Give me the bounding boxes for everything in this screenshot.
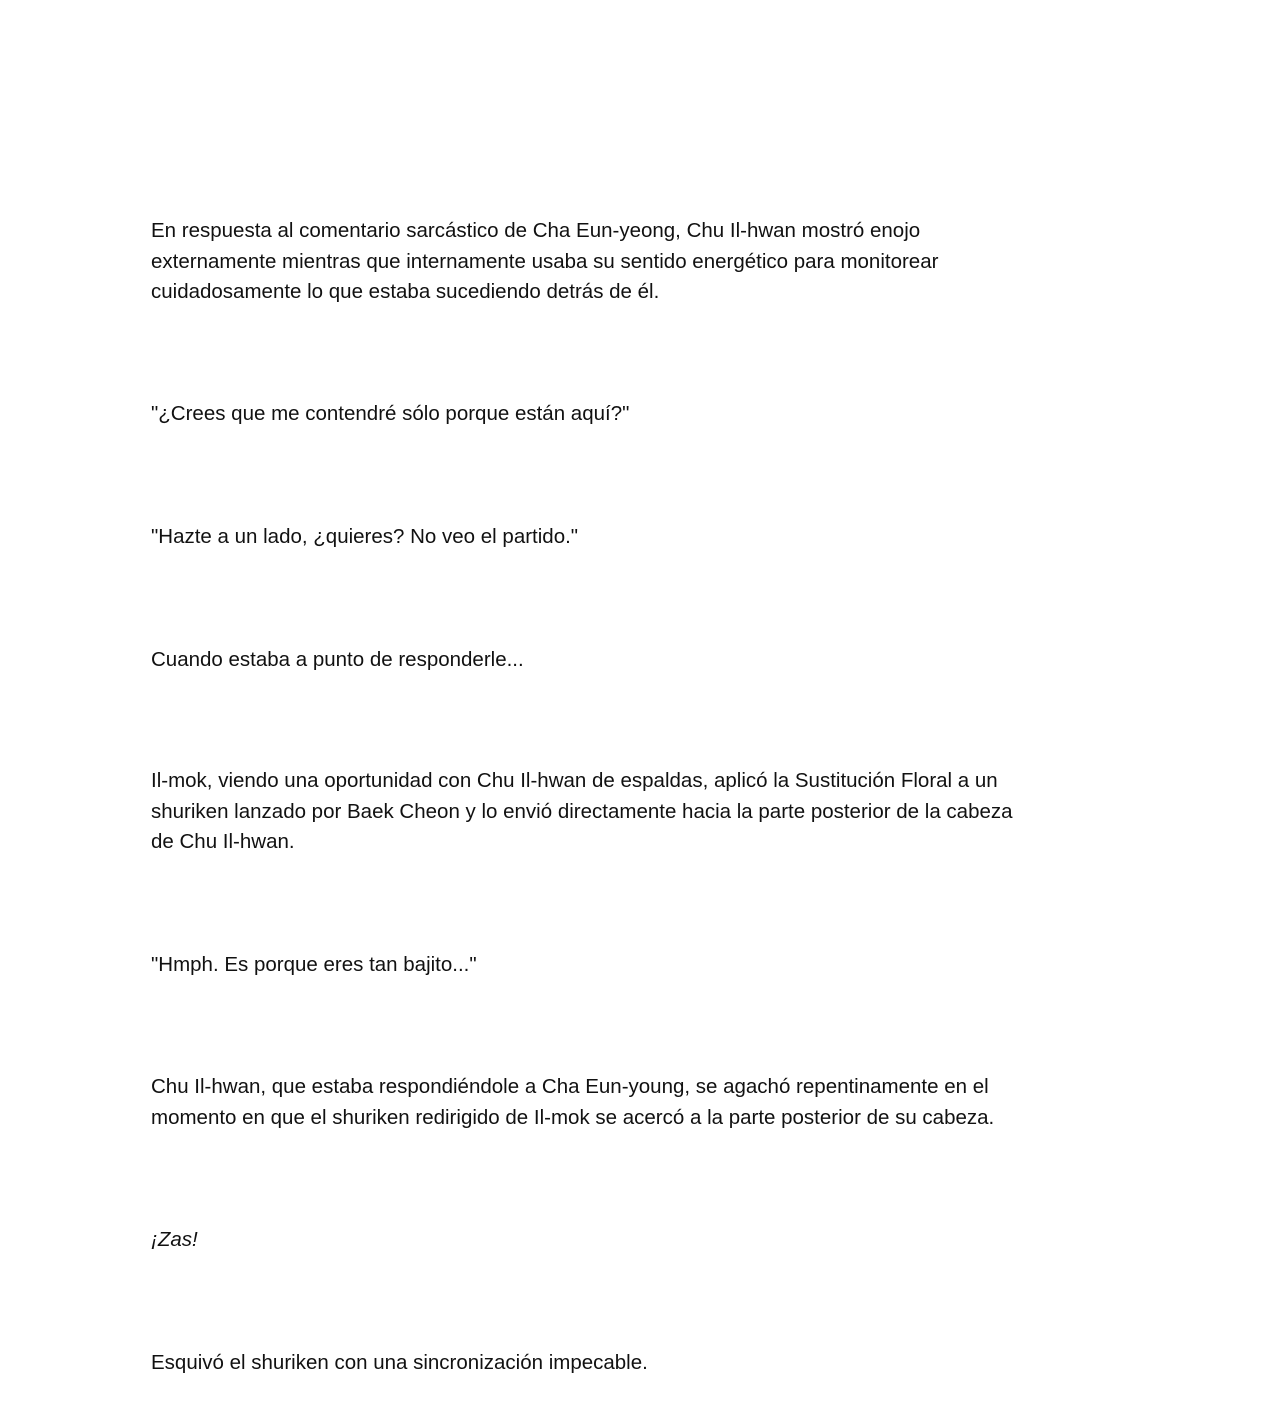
- text-line: cuidadosamente lo que estaba sucediendo detrás de él.: [151, 280, 660, 304]
- text-line: Il-mok, viendo una oportunidad con Chu Il-hwan de espaldas, aplicó la Sustitución Floral a un: [151, 769, 998, 792]
- text-line: Chu Il-hwan, que estaba respondiéndole a Cha Eun-young, se agachó repentinamente en el: [151, 1075, 989, 1098]
- paragraph-6-dialogue: [151, 950, 1131, 981]
- text-line: "Hazte a un lado, ¿quieres? No veo el partido.": [151, 525, 579, 548]
- text-line: ¡Zas!: [151, 1228, 198, 1251]
- paragraph-9: [151, 1348, 1131, 1379]
- text-line: de Chu Il-hwan.: [151, 830, 295, 854]
- text-line: externamente mientras que internamente usaba su sentido energético para monitorear: [151, 249, 939, 273]
- text-line: En respuesta al comentario sarcástico de Cha Eun-yeong, Chu Il-hwan mostró enojo: [151, 219, 921, 242]
- paragraph-5: [151, 766, 1131, 858]
- text-line: "¿Crees que me contendré sólo porque están aquí?": [151, 402, 630, 425]
- paragraph-4: [151, 645, 1131, 676]
- paragraph-8-onomatopoeia: [151, 1225, 1131, 1256]
- paragraph-1: [151, 216, 1131, 308]
- text-line: Esquivó el shuriken con una sincronización impecable.: [151, 1351, 648, 1374]
- paragraph-2-dialogue: [151, 399, 1131, 430]
- paragraph-3-dialogue: [151, 522, 1131, 553]
- text-line: Cuando estaba a punto de responderle...: [151, 648, 524, 671]
- paragraph-7: [151, 1072, 1131, 1133]
- text-line: shuriken lanzado por Baek Cheon y lo envió directamente hacia la parte posterior de la cabeza: [151, 799, 1013, 823]
- text-line: momento en que el shuriken redirigido de Il-mok se acercó a la parte posterior de su cabeza.: [151, 1105, 995, 1129]
- text-line: "Hmph. Es porque eres tan bajito...": [151, 953, 477, 976]
